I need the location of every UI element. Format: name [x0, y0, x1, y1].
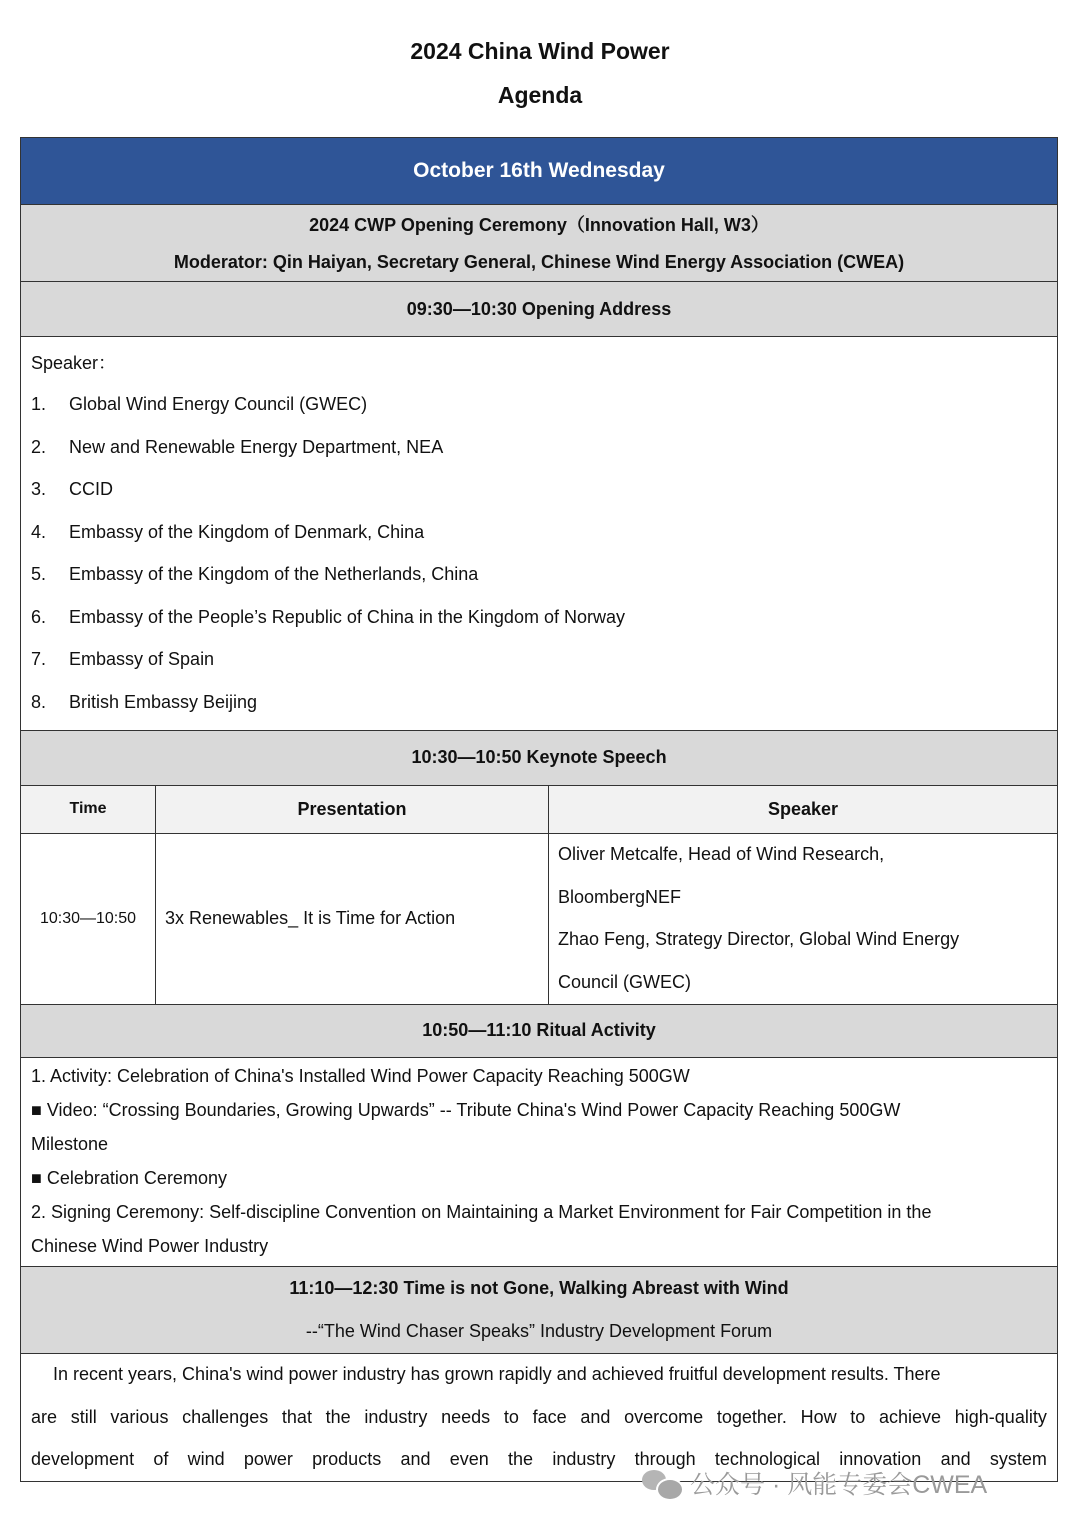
list-item — [31, 469, 1047, 512]
speaker-name: Embassy of Spain — [69, 649, 215, 670]
opening-address-title: 09:30—10:30 Opening Address — [406, 298, 672, 319]
word: to — [850, 1406, 866, 1427]
ritual-line: 2. Signing Ceremony: Self-discipline Convention on Maintaining a Market Environment for Fair Competition in the — [31, 1202, 932, 1222]
list-item — [31, 596, 1047, 639]
word: achieve — [879, 1406, 942, 1427]
list-number: 4. — [31, 521, 47, 542]
speaker-name: Embassy of the People’s Republic of China in the Kingdom of Norway — [69, 606, 625, 627]
keynote-speakers — [549, 834, 1057, 1004]
word: still — [70, 1406, 97, 1427]
forum-subtitle: --“The Wind Chaser Speaks” Industry Development Forum — [305, 1320, 773, 1341]
list-item — [31, 511, 1047, 554]
word: overcome — [624, 1406, 704, 1427]
word: are — [31, 1406, 58, 1427]
ritual-line: 1. Activity: Celebration of China's Installed Wind Power Capacity Reaching 500GW — [31, 1066, 690, 1086]
speaker-label: Speaker： — [31, 353, 117, 374]
word: power — [243, 1449, 293, 1470]
word: wind — [187, 1449, 225, 1470]
list-number: 5. — [31, 564, 47, 585]
keynote-presentation: 3x Renewables_ It is Time for Action — [156, 834, 549, 1004]
word: and — [940, 1449, 971, 1470]
word: the — [508, 1449, 534, 1470]
ritual-line: Chinese Wind Power Industry — [31, 1236, 269, 1256]
forum-header — [21, 1267, 1057, 1354]
word: development — [31, 1449, 135, 1470]
column-header-speaker: Speaker — [549, 786, 1057, 834]
keynote-speaker-line: BloombergNEF — [558, 886, 682, 907]
word: through — [634, 1449, 696, 1470]
list-number: 3. — [31, 479, 47, 500]
list-number: 8. — [31, 691, 47, 712]
day-header: October 16th Wednesday — [21, 138, 1057, 205]
list-item — [31, 681, 1047, 724]
list-number: 1. — [31, 394, 47, 415]
word: face — [532, 1406, 567, 1427]
opening-ceremony-title: 2024 CWP Opening Ceremony（Innovation Hall, W3） — [309, 215, 769, 235]
forum-intro — [21, 1354, 1057, 1482]
speaker-list — [21, 337, 1057, 731]
agenda-table — [20, 137, 1058, 1482]
speaker-name: CCID — [69, 479, 113, 500]
list-item — [31, 554, 1047, 597]
intro-line — [31, 1396, 1047, 1439]
ritual-details — [21, 1058, 1057, 1267]
list-number: 6. — [31, 606, 47, 627]
document-title: 2024 China Wind Power — [410, 38, 670, 64]
watermark-text: 公众号 · 风能专委会CWEA — [690, 1471, 988, 1499]
list-item — [31, 426, 1047, 469]
column-header-presentation: Presentation — [156, 786, 549, 834]
word: together. — [716, 1406, 787, 1427]
opening-address-header — [21, 282, 1057, 337]
speaker-name: Global Wind Energy Council (GWEC) — [69, 394, 368, 415]
word: industry — [364, 1406, 428, 1427]
speaker-name: British Embassy Beijing — [69, 691, 258, 712]
ritual-line: ■ Celebration Ceremony — [31, 1168, 227, 1188]
word: even — [449, 1449, 489, 1470]
opening-ceremony-header — [21, 205, 1057, 282]
document-subtitle: Agenda — [497, 82, 583, 108]
word: innovation — [839, 1449, 922, 1470]
word: challenges — [182, 1406, 269, 1427]
keynote-table — [21, 786, 1057, 1005]
opening-moderator: Moderator: Qin Haiyan, Secretary General, Chinese Wind Energy Association (CWEA) — [173, 251, 905, 272]
word: high-quality — [954, 1406, 1047, 1427]
ritual-line: Milestone — [31, 1134, 109, 1154]
keynote-header — [21, 731, 1057, 786]
list-number: 2. — [31, 436, 47, 457]
word: and — [580, 1406, 611, 1427]
word: technological — [714, 1449, 820, 1470]
intro-line: In recent years, China's wind power industry has grown rapidly and achieved fruitful development results. There — [53, 1364, 941, 1385]
word: various — [110, 1406, 169, 1427]
speaker-name: Embassy of the Kingdom of the Netherlands, China — [69, 564, 479, 585]
list-item — [31, 639, 1047, 682]
word: industry — [552, 1449, 616, 1470]
word: system — [989, 1449, 1047, 1470]
column-header-time: Time — [21, 786, 156, 834]
word: to — [503, 1406, 519, 1427]
keynote-speaker-line: Oliver Metcalfe, Head of Wind Research, — [558, 844, 885, 865]
list-number: 7. — [31, 649, 47, 670]
word: products — [312, 1449, 382, 1470]
keynote-time: 10:30—10:50 — [21, 834, 156, 1004]
word: and — [400, 1449, 431, 1470]
word: of — [153, 1449, 169, 1470]
keynote-speaker-line: Zhao Feng, Strategy Director, Global Wind Energy — [558, 929, 960, 950]
word: the — [325, 1406, 351, 1427]
speaker-name: New and Renewable Energy Department, NEA — [69, 436, 444, 457]
keynote-title: 10:30—10:50 Keynote Speech — [411, 747, 667, 767]
word: that — [281, 1406, 312, 1427]
ritual-header — [21, 1005, 1057, 1058]
wechat-icon — [642, 1468, 682, 1498]
word: How — [800, 1406, 837, 1427]
keynote-speaker-line: Council (GWEC) — [558, 971, 692, 992]
list-item — [31, 384, 1047, 427]
forum-title: 11:10—12:30 Time is not Gone, Walking Abreast with Wind — [289, 1277, 789, 1298]
ritual-title: 10:50—11:10 Ritual Activity — [422, 1020, 656, 1040]
watermark — [642, 1463, 987, 1503]
word: needs — [441, 1406, 491, 1427]
speaker-name: Embassy of the Kingdom of Denmark, China — [69, 521, 425, 542]
ritual-line: ■ Video: “Crossing Boundaries, Growing Upwards” -- Tribute China's Wind Power Capacity Reaching 500GW — [31, 1100, 901, 1120]
